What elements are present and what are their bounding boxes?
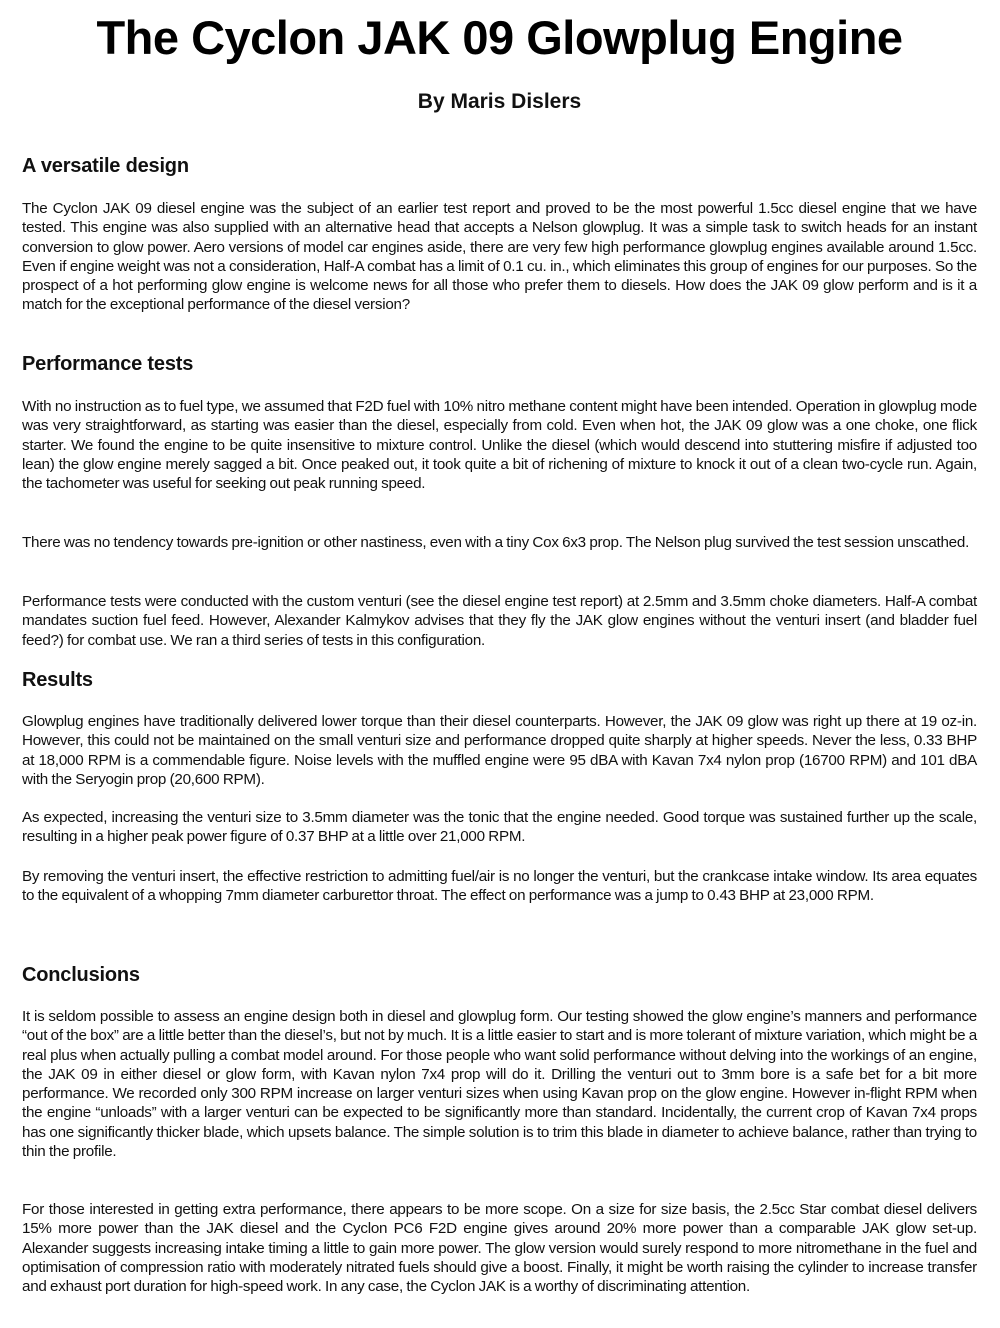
paragraph-conclusions-1: It is seldom possible to assess an engine design both in diesel and glowplug form. Our testing showed the glow engine’s manners and performance “out of the box” are a little better than the diesel’s, but not by much. It is a little easier to start and is more tolerant of mixture variation, which might be a real plus when actually pulling a combat model around. For those people who want solid performance without delving into the workings of an engine, the JAK 09 in either diesel or glow form, with Kavan nylon 7x4 prop will do it. Drilling the venturi out to 3mm bore is a safe bet for a bit more performance. We recorded only 300 RPM increase on larger venturi sizes when using Kavan prop on the glow engine. However in-flight RPM when the engine “unloads” with a larger venturi can be expected to be significantly more than standard. Incidentally, the current crop of Kavan 7x4 props has one significantly thicker blade, which upsets balance. The simple solution is to trim this blade in diameter to achieve balance, rather than trying to thin the profile. [22,1008,977,1161]
paragraph-performance-tests-1: With no instruction as to fuel type, we assumed that F2D fuel with 10% nitro methane content might have been intended. Operation in glowplug mode was very straightforward, as starting was easier than the diesel, especially from cold. Even when hot, the JAK 09 glow was a one choke, one flick starter. We found the engine to be quite insensitive to mixture control. Unlike the diesel (which would descend into stuttering misfire if adjusted too lean) the glow engine merely sagged a bit. Once peaked out, it took quite a bit of richening of mixture to knock it out of a clean two-cycle run. Again, the tachometer was useful for seeking out peak running speed. [22,398,977,493]
paragraph-results-1: Glowplug engines have traditionally delivered lower torque than their diesel counterparts. However, the JAK 09 glow was right up there at 19 oz-in. However, this could not be maintained on the small venturi size and performance dropped quite sharply at higher speeds. Never the less, 0.33 BHP at 18,000 RPM is a commendable figure. Noise levels with the muffled engine were 95 dBA with Kavan 7x4 nylon prop (16700 RPM) and 101 dBA with the Seryogin prop (20,600 RPM). [22,713,977,788]
section-heading-conclusions: Conclusions [22,964,140,986]
paragraph-performance-tests-2: There was no tendency towards pre-ignition or other nastiness, even with a tiny Cox 6x3 prop. The Nelson plug survived the test session unscathed. [22,534,970,551]
paragraph-versatile-design-1: The Cyclon JAK 09 diesel engine was the subject of an earlier test report and proved to be the most powerful 1.5cc diesel engine that we have tested. This engine was also supplied with an alternative head that accepts a Nelson glowplug. It was a simple task to switch heads for an instant conversion to glow power. Aero versions of model car engines aside, there are very few high performance glowplug engines available around 1.5cc. Even if engine weight was not a consideration, Half-A combat has a limit of 0.1 cu. in., which eliminates this group of engines for our purposes. So the prospect of a hot performing glow engine is welcome news for all those who prefer them to diesels. How does the JAK 09 glow perform and is it a match for the exceptional performance of the diesel version? [22,200,977,314]
section-heading-versatile-design: A versatile design [22,155,189,177]
paragraph-results-3: By removing the venturi insert, the effective restriction to admitting fuel/air is no longer the venturi, but the crankcase intake window. Its area equates to the equivalent of a whopping 7mm diameter carburettor throat. The effect on performance was a jump to 0.43 BHP at 23,000 RPM. [22,868,977,905]
section-heading-results: Results [22,669,93,691]
document-title: The Cyclon JAK 09 Glowplug Engine [96,11,903,64]
paragraph-performance-tests-3: Performance tests were conducted with the custom venturi (see the diesel engine test report) at 2.5mm and 3.5mm choke diameters. Half-A combat mandates suction fuel feed. However, Alexander Kalmykov advises that they fly the JAK glow engines without the venturi insert (and bladder fuel feed?) for combat use. We ran a third series of tests in this configuration. [22,593,977,649]
paragraph-conclusions-2: For those interested in getting extra performance, there appears to be more scope. On a size for size basis, the 2.5cc Star combat diesel delivers 15% more power than the JAK diesel and the Cyclon PC6 F2D engine gives around 20% more power than a comparable JAK glow set-up. Alexander suggests increasing intake timing a little to gain more power. The glow version would surely respond to more nitromethane in the fuel and optimisation of compression ratio with moderately nitrated fuels should give a boost. Finally, it might be worth raising the cylinder to increase transfer and exhaust port duration for high-speed work. In any case, the Cyclon JAK is a worthy of discriminating attention. [22,1201,977,1296]
author-byline: By Maris Dislers [417,90,582,113]
section-heading-performance-tests: Performance tests [22,353,194,375]
paragraph-results-2: As expected, increasing the venturi size to 3.5mm diameter was the tonic that the engine needed. Good torque was sustained further up the scale, resulting in a higher peak power figure of 0.37 BHP at a little over 21,000 RPM. [22,809,977,846]
